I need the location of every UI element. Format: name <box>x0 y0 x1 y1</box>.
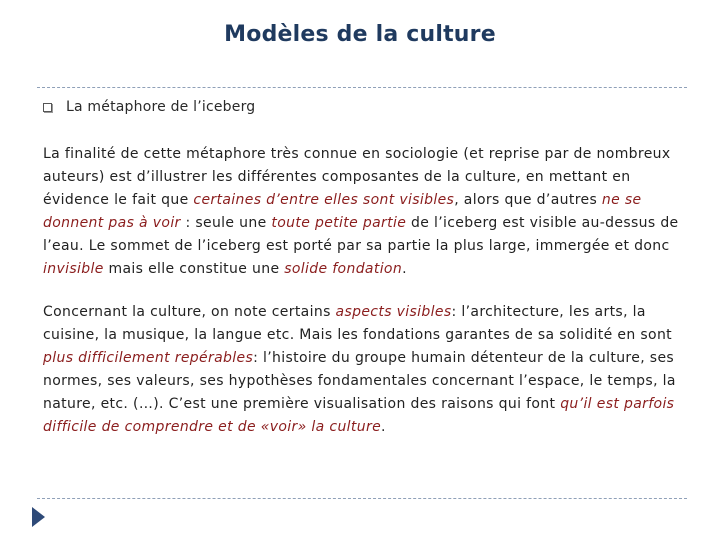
paragraph-text: : l’histoire du groupe humain détenteur de la culture, ses normes, ses valeurs, ses hypothèses fondamentales concernant l’espace, le temps, la nature, etc. (…). C’est une première visualisation des raisons qui font <box>43 350 676 412</box>
paragraph-text: . <box>402 261 407 277</box>
emphasis-text: qu’il est parfois difficile de comprendre et de «voir» la culture <box>43 396 675 435</box>
bullet-heading-label: La métaphore de l’iceberg <box>66 99 256 115</box>
paragraph-iceberg-purpose <box>43 143 683 281</box>
emphasis-text: certaines d’entre elles sont visibles <box>193 192 455 208</box>
paragraph-text: Concernant la culture, on note certains <box>43 304 336 320</box>
emphasis-text: aspects visibles <box>335 304 452 320</box>
slide-title: Modèles de la culture <box>224 22 496 47</box>
top-divider <box>37 87 687 88</box>
emphasis-text: invisible <box>43 261 104 277</box>
emphasis-text: ne se donnent pas à voir <box>43 192 642 231</box>
paragraph-text: . <box>381 419 386 435</box>
paragraph-text: : l’architecture, les arts, la cuisine, la musique, la langue etc. Mais les fondations garantes de sa solidité en sont <box>43 304 673 343</box>
bullet-heading <box>43 98 255 116</box>
bottom-divider <box>37 498 687 499</box>
paragraph-culture-aspects <box>43 301 683 439</box>
paragraph-text: de l’iceberg est visible au-dessus de l’eau. Le sommet de l’iceberg est porté par sa partie la plus large, immergée et donc <box>43 215 679 254</box>
paragraph-text: : seule une <box>180 215 272 231</box>
emphasis-text: plus difficilement repérables <box>43 350 254 366</box>
paragraph-text: mais elle constitue une <box>103 261 285 277</box>
emphasis-text: toute petite partie <box>271 215 407 231</box>
paragraph-text: La finalité de cette métaphore très connue en sociologie (et reprise par de nombreux auteurs) est d’illustrer les différentes composantes de la culture, en mettant en évidence le fait que <box>43 146 671 208</box>
next-slide-arrow-icon[interactable] <box>32 507 45 527</box>
paragraph-text: , alors que d’autres <box>454 192 602 208</box>
emphasis-text: solide fondation <box>284 261 403 277</box>
square-bullet-icon <box>43 103 52 112</box>
